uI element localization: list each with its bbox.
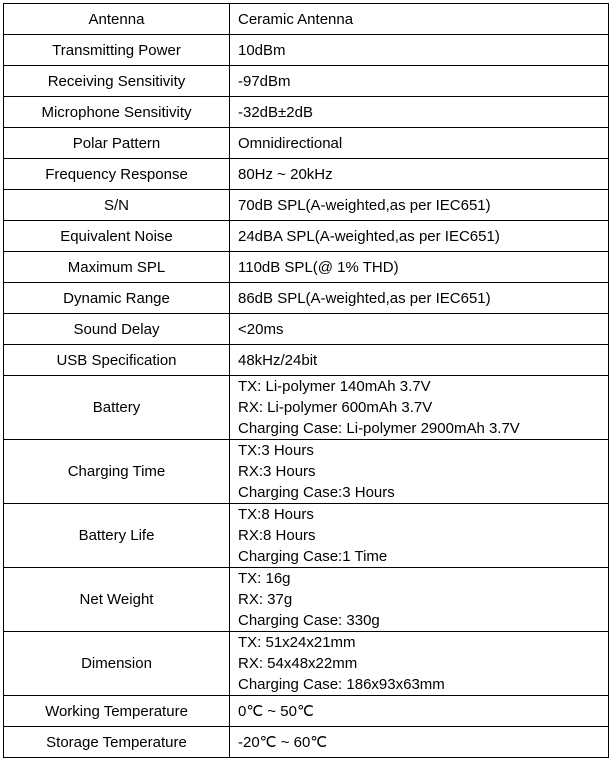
spec-value-line: -32dB±2dB [238, 103, 313, 121]
spec-value [230, 128, 609, 159]
table-row [4, 190, 609, 221]
spec-value-line: <20ms [238, 320, 284, 338]
spec-value [230, 314, 609, 345]
spec-value-line: Charging Case: 330g [238, 612, 380, 629]
spec-label: Battery [4, 376, 230, 440]
spec-label: Battery Life [4, 504, 230, 568]
spec-label: Maximum SPL [4, 252, 230, 283]
spec-value [230, 345, 609, 376]
spec-value-line: 80Hz ~ 20kHz [238, 165, 333, 183]
table-row [4, 727, 609, 758]
spec-label: Receiving Sensitivity [4, 66, 230, 97]
spec-label: Microphone Sensitivity [4, 97, 230, 128]
spec-value-line: 24dBA SPL(A-weighted,as per IEC651) [238, 227, 500, 245]
spec-label: USB Specification [4, 345, 230, 376]
spec-value-line: TX: 16g [238, 570, 291, 587]
spec-value-line: Charging Case:1 Time [238, 548, 388, 565]
table-row [4, 66, 609, 97]
spec-label: S/N [4, 190, 230, 221]
spec-value-line: Ceramic Antenna [238, 10, 354, 28]
table-row [4, 221, 609, 252]
spec-label: Dimension [4, 632, 230, 696]
table-row [4, 4, 609, 35]
table-row [4, 128, 609, 159]
spec-value [230, 376, 609, 440]
spec-value-line: 48kHz/24bit [238, 351, 318, 369]
table-row [4, 632, 609, 696]
spec-value [230, 632, 609, 696]
spec-value [230, 727, 609, 758]
spec-label: Storage Temperature [4, 727, 230, 758]
spec-label: Sound Delay [4, 314, 230, 345]
spec-value [230, 696, 609, 727]
table-row [4, 314, 609, 345]
table-row [4, 568, 609, 632]
spec-value [230, 97, 609, 128]
spec-value [230, 504, 609, 568]
spec-label: Net Weight [4, 568, 230, 632]
spec-value-line: RX: 37g [238, 591, 293, 608]
spec-value-line: RX:3 Hours [238, 463, 316, 480]
spec-value-line: 0℃ ~ 50℃ [238, 702, 314, 720]
spec-value [230, 66, 609, 97]
spec-value-line: TX:8 Hours [238, 506, 314, 523]
table-row [4, 376, 609, 440]
table-row [4, 504, 609, 568]
spec-value-line: -20℃ ~ 60℃ [238, 733, 328, 751]
spec-value [230, 190, 609, 221]
spec-value [230, 568, 609, 632]
table-row [4, 159, 609, 190]
spec-value-line: RX:8 Hours [238, 527, 316, 544]
spec-value-line: Charging Case: Li-polymer 2900mAh 3.7V [238, 420, 520, 437]
spec-value-line: 86dB SPL(A-weighted,as per IEC651) [238, 289, 491, 307]
spec-value [230, 159, 609, 190]
spec-value [230, 221, 609, 252]
table-row [4, 35, 609, 66]
spec-value-line: 10dBm [238, 41, 286, 59]
spec-value [230, 283, 609, 314]
spec-value-line: TX:3 Hours [238, 442, 314, 459]
spec-label: Polar Pattern [4, 128, 230, 159]
spec-label: Antenna [4, 4, 230, 35]
table-row [4, 252, 609, 283]
spec-value [230, 440, 609, 504]
table-row [4, 97, 609, 128]
table-row [4, 440, 609, 504]
table-row [4, 696, 609, 727]
spec-value-line: 110dB SPL(@ 1% THD) [238, 258, 399, 276]
spec-value [230, 252, 609, 283]
spec-value-line: TX: 51x24x21mm [238, 634, 356, 651]
spec-value-line: Charging Case:3 Hours [238, 484, 395, 501]
table-row [4, 345, 609, 376]
spec-label: Working Temperature [4, 696, 230, 727]
spec-value [230, 4, 609, 35]
table-row [4, 283, 609, 314]
spec-value-line: RX: Li-polymer 600mAh 3.7V [238, 399, 433, 416]
spec-value-line: 70dB SPL(A-weighted,as per IEC651) [238, 196, 491, 214]
spec-table-body [4, 4, 609, 758]
spec-value [230, 35, 609, 66]
spec-label: Frequency Response [4, 159, 230, 190]
spec-value-line: RX: 54x48x22mm [238, 655, 358, 672]
spec-label: Dynamic Range [4, 283, 230, 314]
spec-value-line: Charging Case: 186x93x63mm [238, 676, 445, 693]
spec-label: Charging Time [4, 440, 230, 504]
spec-label: Equivalent Noise [4, 221, 230, 252]
spec-value-line: TX: Li-polymer 140mAh 3.7V [238, 378, 431, 395]
spec-value-line: Omnidirectional [238, 134, 343, 152]
spec-table [3, 3, 609, 758]
spec-value-line: -97dBm [238, 72, 291, 90]
spec-label: Transmitting Power [4, 35, 230, 66]
